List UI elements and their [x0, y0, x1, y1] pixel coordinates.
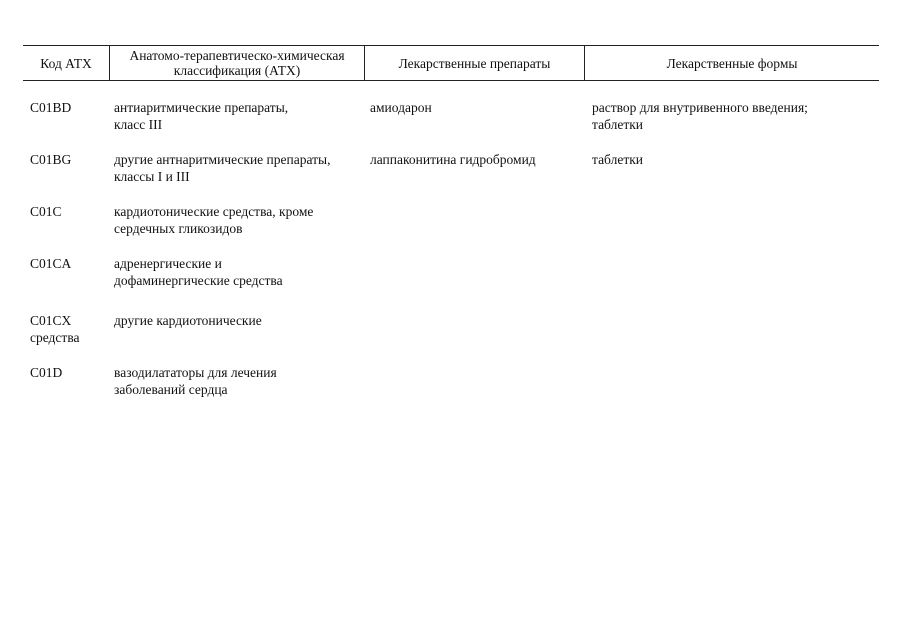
cell-classification: адренергические и дофаминергические средства: [114, 256, 283, 288]
cell-drugs: амиодарон: [370, 100, 432, 115]
table-row: [0, 151, 905, 191]
cell-classification: кардиотонические средства, кроме сердечных гликозидов: [114, 204, 314, 236]
cell-classification: вазодилататоры для лечения заболеваний сердца: [114, 365, 277, 397]
cell-atc-code: C01CX: [30, 313, 72, 328]
cell-dosage-forms: раствор для внутривенного введения; таблетки: [592, 100, 808, 132]
cell-dosage-forms: таблетки: [592, 152, 644, 167]
cell-classification: антиаритмические препараты, класс III: [114, 100, 289, 132]
cell-atc-code: C01D: [30, 365, 63, 380]
cell-atc-code: C01BD: [30, 100, 72, 115]
header-atc-classification: Анатомо-терапевтическо-химическая классификация (АТХ): [129, 48, 345, 78]
cell-atc-code: C01CA: [30, 256, 72, 271]
cell-classification: другие кардиотонические: [114, 313, 262, 328]
table-header-rule: [23, 80, 879, 81]
table-row: [0, 312, 905, 352]
header-atc-code: Код АТХ: [40, 55, 92, 71]
header-drugs: Лекарственные препараты: [398, 55, 551, 71]
cell-drugs: лаппаконитина гидробромид: [370, 152, 536, 167]
cell-atc-code: C01C: [30, 204, 62, 219]
cell-classification-continuation: средства: [30, 330, 80, 345]
table-row: [0, 364, 905, 404]
cell-atc-code: C01BG: [30, 152, 72, 167]
cell-classification: другие антнаритмические препараты, классы I и III: [114, 152, 331, 184]
table-row: [0, 203, 905, 243]
table-row: [0, 99, 905, 139]
header-dosage-forms: Лекарственные формы: [666, 55, 798, 71]
table-row: [0, 255, 905, 295]
